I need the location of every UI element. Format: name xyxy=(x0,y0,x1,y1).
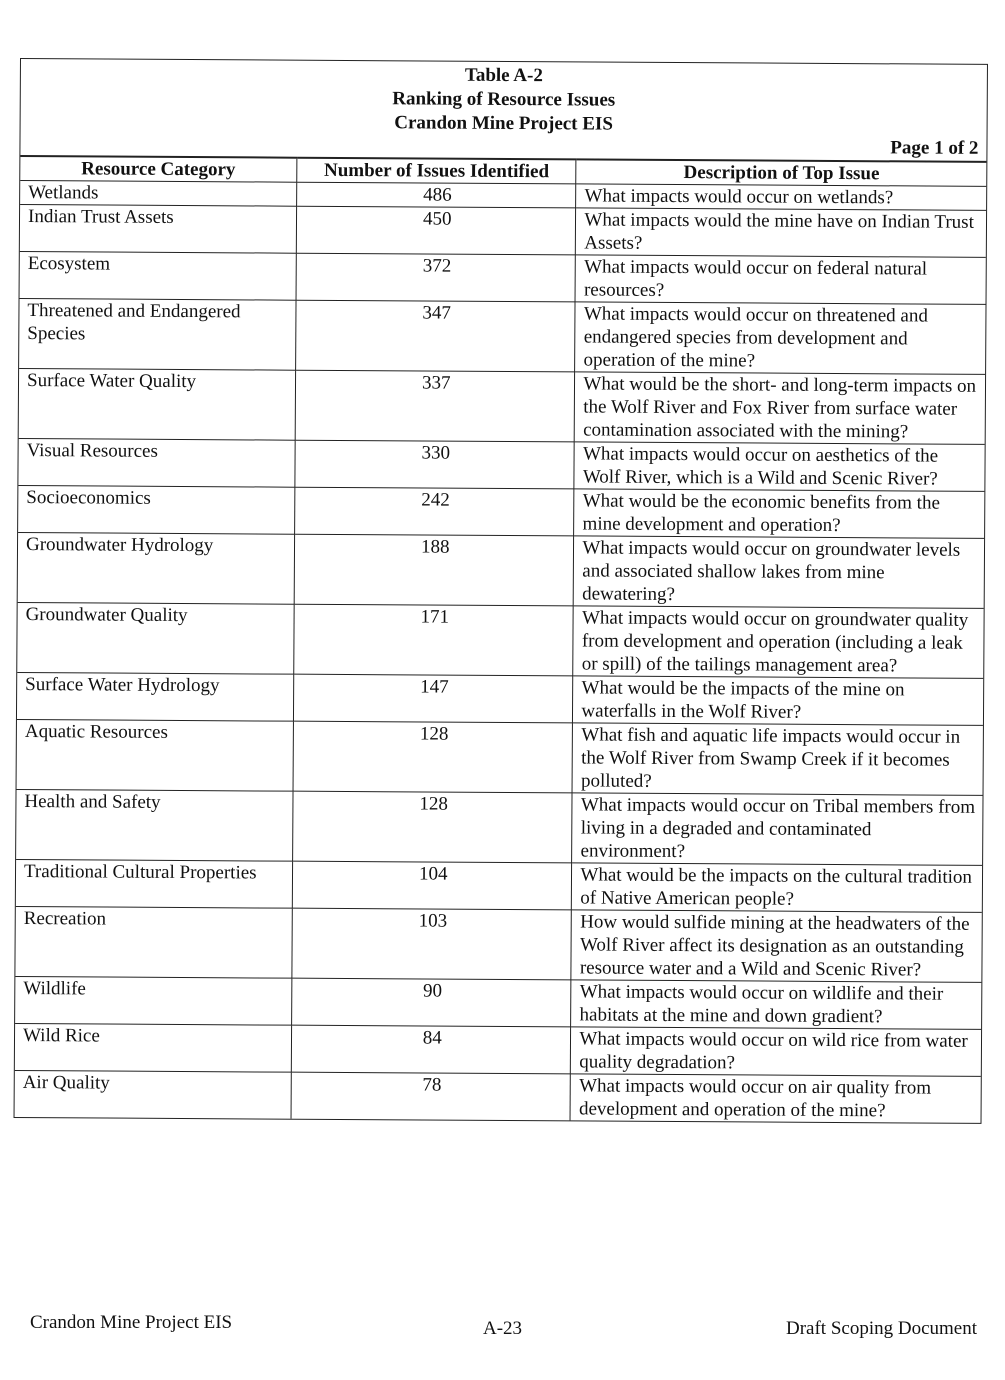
top-issue-description-cell: What impacts would occur on aesthetics of the Wolf River, which is a Wild and Scenic River? xyxy=(574,442,984,492)
table-row xyxy=(20,252,986,305)
issue-count-cell: 103 xyxy=(292,908,572,980)
category-cell: Groundwater Quality xyxy=(17,602,294,674)
table-row xyxy=(15,1023,981,1076)
category-cell: Wetlands xyxy=(20,181,297,207)
category-cell: Surface Water Hydrology xyxy=(17,672,294,721)
table-row xyxy=(15,906,981,982)
top-issue-description-cell: What fish and aquatic life impacts would occur in the Wolf River from Swamp Creek if it becomes polluted? xyxy=(572,723,982,796)
footer-document-type: Draft Scoping Document xyxy=(785,1318,977,1339)
issue-count-cell: 486 xyxy=(297,182,577,208)
issue-count-cell: 188 xyxy=(294,534,574,606)
ranking-table-container xyxy=(14,58,988,1124)
issue-count-cell: 372 xyxy=(296,253,576,302)
category-cell: Health and Safety xyxy=(16,789,293,861)
table-row xyxy=(15,1070,981,1122)
top-issue-description-cell: What would be the impacts on the cultural tradition of Native American people? xyxy=(572,863,982,913)
header-description: Description of Top Issue xyxy=(576,159,986,186)
issue-count-cell: 104 xyxy=(292,861,572,910)
category-cell: Wildlife xyxy=(15,976,292,1025)
table-row xyxy=(19,369,985,445)
table-row xyxy=(17,602,983,678)
table-body xyxy=(15,181,987,1123)
issue-count-cell: 78 xyxy=(291,1072,571,1120)
category-cell: Surface Water Quality xyxy=(19,369,296,441)
category-cell: Indian Trust Assets xyxy=(20,205,297,254)
footer-project-name: Crandon Mine Project EIS xyxy=(30,1312,233,1333)
table-subtitle: Crandon Mine Project EIS xyxy=(394,112,613,135)
table-row xyxy=(18,532,984,608)
top-issue-description-cell: What impacts would occur on threatened and endangered species from development and operation of the mine? xyxy=(575,302,985,375)
issue-count-cell: 347 xyxy=(296,300,576,372)
top-issue-description-cell: What would be the short- and long-term impacts on the Wolf River and Fox River from surface water contamination associated with the mining? xyxy=(575,372,985,445)
category-cell: Traditional Cultural Properties xyxy=(16,859,293,908)
table-row xyxy=(18,485,984,538)
ranking-table xyxy=(15,155,987,1123)
table-row xyxy=(16,789,982,865)
issue-count-cell: 90 xyxy=(292,978,572,1027)
issue-count-cell: 330 xyxy=(295,440,575,489)
top-issue-description-cell: What impacts would occur on wild rice from water quality degradation? xyxy=(571,1027,981,1077)
top-issue-description-cell: What would be the impacts of the mine on waterfalls in the Wolf River? xyxy=(573,676,983,726)
table-row xyxy=(18,438,984,491)
top-issue-description-cell: How would sulfide mining at the headwaters of the Wolf River affect its designation as an outstanding resource water and a Wild and Scenic River? xyxy=(571,910,981,983)
category-cell: Visual Resources xyxy=(18,438,295,487)
table-row xyxy=(16,859,982,912)
issue-count-cell: 450 xyxy=(296,206,576,255)
issue-count-cell: 171 xyxy=(294,604,574,676)
table-row xyxy=(20,205,986,258)
top-issue-description-cell: What impacts would occur on air quality from development and operation of the mine? xyxy=(570,1074,980,1123)
category-cell: Groundwater Hydrology xyxy=(18,532,295,604)
issue-count-cell: 242 xyxy=(295,487,575,536)
top-issue-description-cell: What impacts would occur on groundwater quality from development and operation (including a leak or spill) of the tailings management area? xyxy=(573,606,983,679)
category-cell: Wild Rice xyxy=(15,1023,292,1072)
table-title-block xyxy=(20,59,987,161)
table-row xyxy=(17,672,983,725)
category-cell: Aquatic Resources xyxy=(17,719,294,791)
category-cell: Socioeconomics xyxy=(18,485,295,534)
top-issue-description-cell: What impacts would occur on groundwater levels and associated shallow lakes from mine dewatering? xyxy=(574,536,984,609)
issue-count-cell: 128 xyxy=(293,791,573,863)
issue-count-cell: 147 xyxy=(294,674,574,723)
top-issue-description-cell: What impacts would occur on wildlife and their habitats at the mine and down gradient? xyxy=(571,980,981,1030)
top-issue-description-cell: What impacts would occur on wetlands? xyxy=(576,184,986,211)
category-cell: Threatened and Endangered Species xyxy=(19,299,296,371)
table-row xyxy=(15,976,981,1029)
table-label: Table A-2 xyxy=(464,64,543,87)
category-cell: Ecosystem xyxy=(20,252,297,301)
page-indicator: Page 1 of 2 xyxy=(890,137,979,159)
category-cell: Air Quality xyxy=(15,1070,292,1118)
top-issue-description-cell: What impacts would occur on federal natural resources? xyxy=(575,255,985,305)
top-issue-description-cell: What would be the economic benefits from the mine development and operation? xyxy=(574,489,984,539)
header-resource-category: Resource Category xyxy=(20,156,297,182)
table-row xyxy=(17,719,983,795)
category-cell: Recreation xyxy=(15,906,292,978)
header-number-of-issues: Number of Issues Identified xyxy=(297,158,577,184)
table-title: Ranking of Resource Issues xyxy=(392,88,616,111)
table-row xyxy=(19,299,985,375)
issue-count-cell: 337 xyxy=(295,370,575,442)
top-issue-description-cell: What impacts would the mine have on Indian Trust Assets? xyxy=(576,208,986,258)
footer-page-number: A-23 xyxy=(483,1318,523,1339)
top-issue-description-cell: What impacts would occur on Tribal members from living in a degraded and contaminated environment? xyxy=(572,793,982,866)
issue-count-cell: 128 xyxy=(293,721,573,793)
issue-count-cell: 84 xyxy=(291,1025,571,1074)
